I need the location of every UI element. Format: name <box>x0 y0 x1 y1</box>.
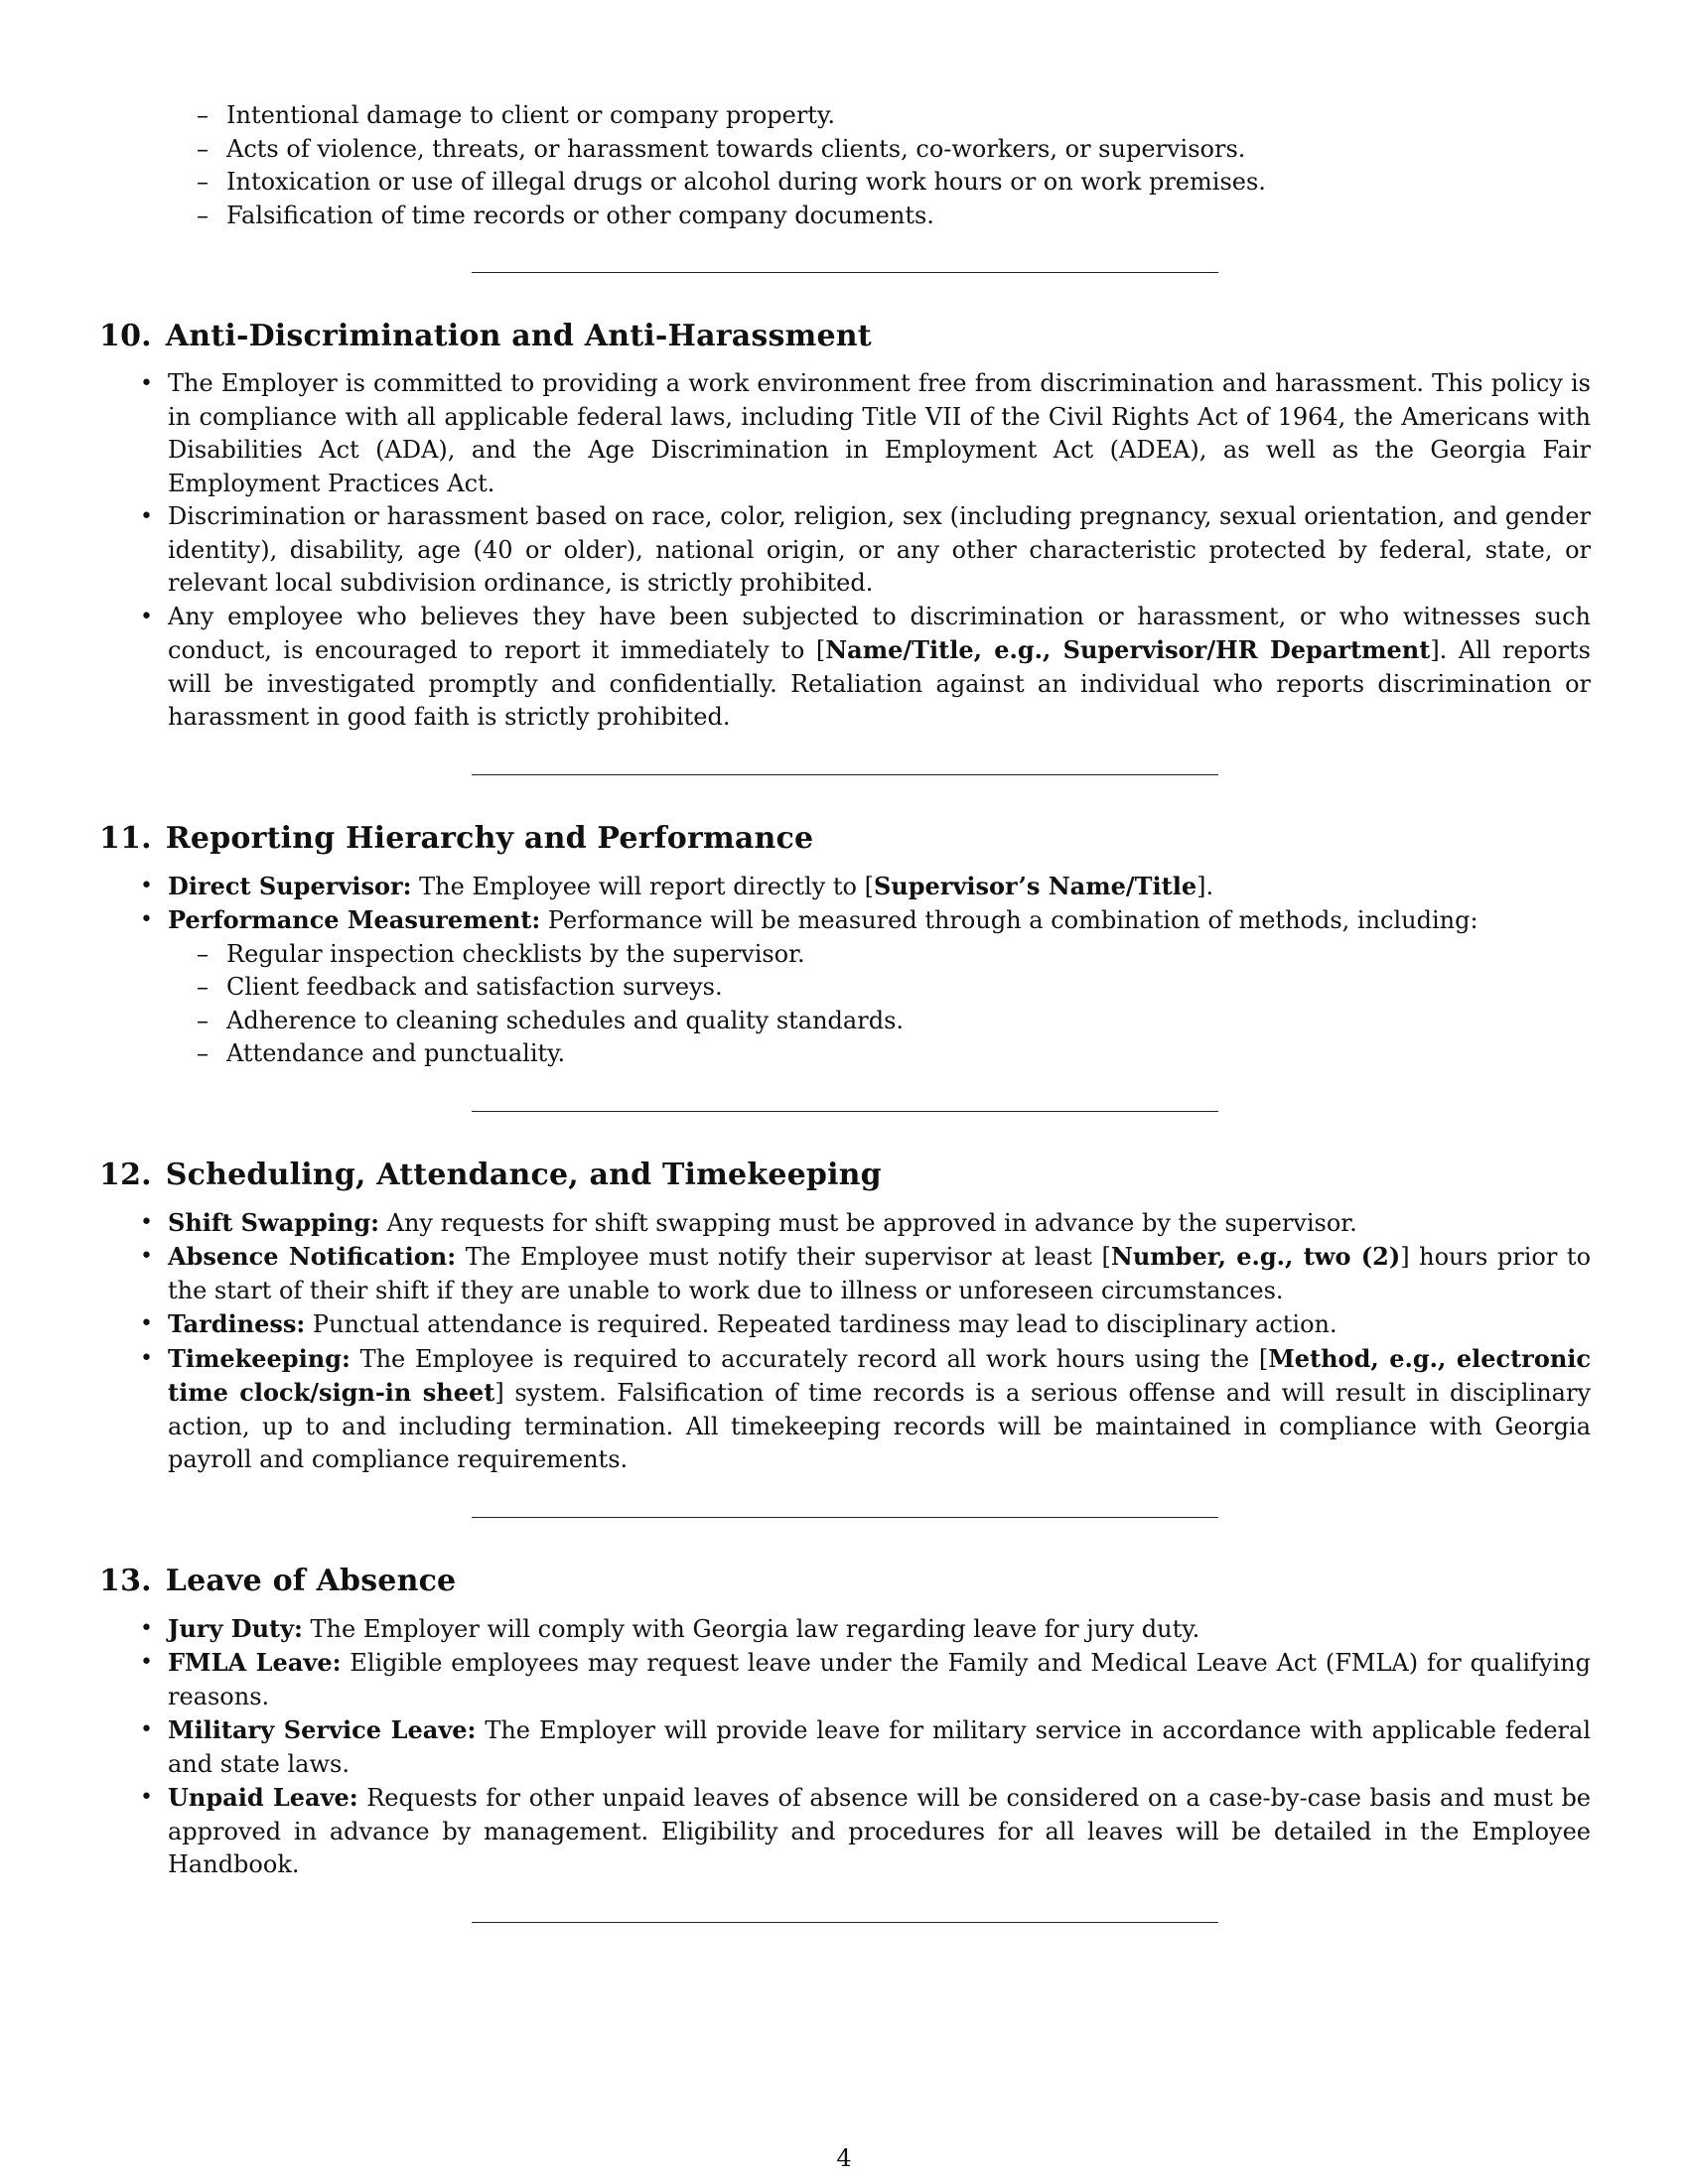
item-text: The Employee will report directly to [ <box>411 872 874 900</box>
list-item <box>168 1612 1591 1647</box>
item-text: ]. <box>1196 872 1214 900</box>
section-title: Anti-Discrimination and Anti-Harassment <box>165 319 872 353</box>
list-item: – Client feedback and satisfaction surveys. <box>226 971 1591 1005</box>
performance-sublist <box>99 938 1591 1071</box>
section-13-list <box>99 1612 1591 1882</box>
section-13 <box>99 1562 1591 1882</box>
placeholder-field: Number, e.g., two (2) <box>1110 1242 1401 1271</box>
item-label: Tardiness: <box>168 1309 306 1338</box>
section-heading <box>99 1562 1591 1601</box>
list-item: – Attendance and punctuality. <box>226 1037 1591 1071</box>
section-number: 11. <box>99 820 152 856</box>
item-label: Absence Notification: <box>168 1242 457 1271</box>
list-item <box>168 870 1591 904</box>
section-heading <box>99 317 1591 356</box>
list-item <box>168 1781 1591 1882</box>
page-content <box>99 99 1591 1923</box>
item-label: Direct Supervisor: <box>168 871 412 900</box>
section-number: 12. <box>99 1157 152 1192</box>
list-item: – Acts of violence, threats, or harassment towards clients, co-workers, or supervisors. <box>226 133 1591 167</box>
list-item: – Falsification of time records or other company documents. <box>226 200 1591 233</box>
item-label: Unpaid Leave: <box>168 1783 358 1812</box>
item-text: Requests for other unpaid leaves of absence will be considered on a case-by-case basis and must be approved in advance by management. Eligibility and procedures for all leaves will be detailed in the Employee Handbook. <box>168 1784 1592 1878</box>
item-text: The Employee is required to accurately record all work hours using the [ <box>350 1344 1269 1373</box>
section-title: Leave of Absence <box>165 1563 457 1598</box>
item-text: The Employer will provide leave for military service in accordance with applicable federal and state laws. <box>168 1716 1591 1778</box>
list-item <box>168 500 1591 601</box>
intro-sublist <box>99 99 1591 232</box>
list-item: • The Employer is committed to providing a work environment free from discrimination and harassment. This policy is in compliance with all applicable federal laws, including Title VII of the Civil Rights Act of 1964, the Americans with Disabilities Act (ADA), and the Age Discrimination in Employment Act (ADEA), as well as the Georgia Fair Employment Practices Act. <box>168 367 1591 500</box>
item-text: Any employee who believes they have been subjected to discrimination or harassment, or who witnesses such conduct, is encouraged to report it immediately to [ <box>168 602 1591 664</box>
section-10-list <box>99 367 1591 735</box>
section-title: Scheduling, Attendance, and Timekeeping <box>165 1157 882 1192</box>
item-label: Military Service Leave: <box>168 1715 477 1744</box>
section-11 <box>99 819 1591 1071</box>
section-heading <box>99 819 1591 859</box>
item-text: ]. All reports will be investigated promptly and confidentially. Retaliation against an individual who reports discrimination or harassment in good faith is strictly prohibited. <box>168 636 1591 731</box>
item-label: Shift Swapping: <box>168 1207 379 1237</box>
item-text: Discrimination or harassment based on race, color, religion, sex (including pregnancy, sexual orientation, and gender identity), disability, age (40 or older), national origin, or any other characteristic protected by federal, state, or relevant local subdivision ordinance, is strictly prohibited. <box>168 502 1591 597</box>
section-divider <box>472 1922 1218 1923</box>
item-text: The Employer will comply with Georgia law regarding leave for jury duty. <box>302 1614 1200 1643</box>
section-title: Reporting Hierarchy and Performance <box>165 820 814 856</box>
item-text: Eligible employees may request leave under the Family and Medical Leave Act (FMLA) for qualifying reasons. <box>168 1649 1591 1710</box>
item-text: The Employee must notify their supervisor at least [ <box>456 1243 1111 1271</box>
item-text: ] system. Falsification of time records is a serious offense and will result in disciplinary action, up to and including termination. All timekeeping records will be maintained in compliance with Georgia payroll and compliance requirements. <box>168 1379 1591 1473</box>
list-item <box>168 1713 1591 1781</box>
list-item <box>168 1342 1591 1477</box>
list-item <box>168 1646 1591 1713</box>
item-text: Punctual attendance is required. Repeated tardiness may lead to disciplinary action. <box>305 1310 1337 1338</box>
page-number: 4 <box>836 2144 852 2172</box>
list-item: – Adherence to cleaning schedules and quality standards. <box>226 1005 1591 1038</box>
placeholder-field: Name/Title, e.g., Supervisor/HR Department <box>825 635 1431 664</box>
section-divider <box>472 774 1218 775</box>
section-divider <box>472 272 1218 273</box>
section-12-list <box>99 1206 1591 1477</box>
list-item <box>168 903 1591 938</box>
placeholder-field: Method, e.g., electronic time clock/sign-in sheet <box>168 1343 1592 1407</box>
list-item <box>168 601 1591 735</box>
section-number: 10. <box>99 319 152 353</box>
item-label: Timekeeping: <box>168 1343 351 1373</box>
list-item: – Intoxication or use of illegal drugs or alcohol during work hours or on work premises. <box>226 166 1591 200</box>
section-number: 13. <box>99 1563 152 1598</box>
section-10 <box>99 317 1591 735</box>
section-11-list <box>99 870 1591 938</box>
list-item: – Intentional damage to client or company property. <box>226 99 1591 133</box>
section-divider <box>472 1111 1218 1112</box>
item-label: Jury Duty: <box>168 1613 303 1643</box>
placeholder-field: Supervisor’s Name/Title <box>873 871 1197 900</box>
list-item <box>168 1307 1591 1342</box>
item-text: ] hours prior to the start of their shift if they are unable to work due to illness or unforeseen circumstances. <box>168 1243 1592 1304</box>
list-item: – Regular inspection checklists by the supervisor. <box>226 938 1591 972</box>
section-heading <box>99 1156 1591 1195</box>
item-label: Performance Measurement: <box>168 905 541 934</box>
item-text: Any requests for shift swapping must be approved in advance by the supervisor. <box>378 1208 1357 1237</box>
list-item <box>168 1240 1591 1307</box>
item-text: Performance will be measured through a combination of methods, including: <box>540 906 1478 934</box>
list-item <box>168 1206 1591 1241</box>
section-divider <box>472 1517 1218 1518</box>
item-label: FMLA Leave: <box>168 1648 342 1677</box>
section-12 <box>99 1156 1591 1477</box>
